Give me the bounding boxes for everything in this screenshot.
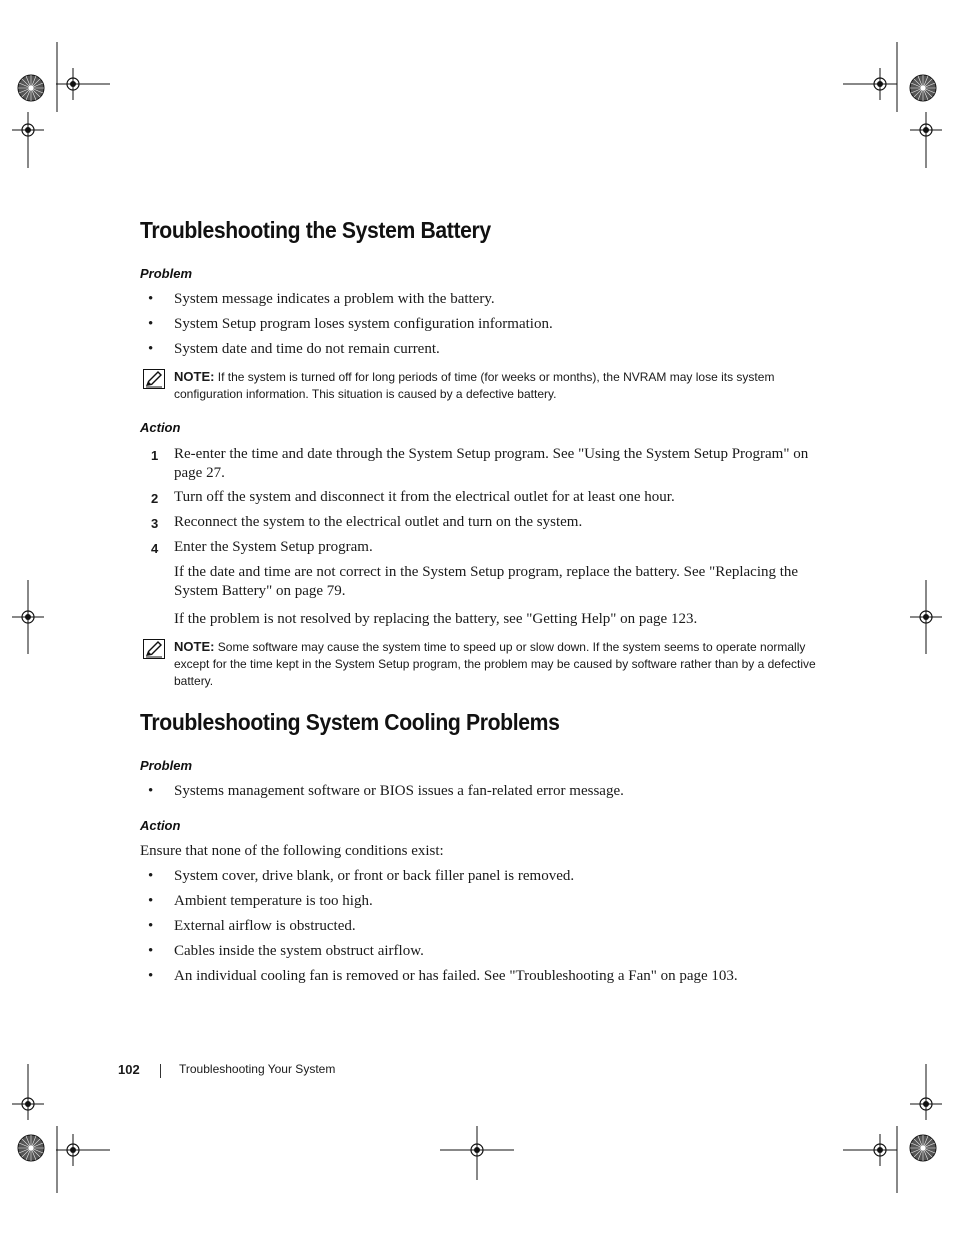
list-item-text: Ambient temperature is too high. bbox=[174, 893, 373, 909]
bullet-icon: • bbox=[148, 291, 154, 307]
list-item-text: Cables inside the system obstruct airflow. bbox=[174, 943, 424, 959]
page-number: 102 bbox=[118, 1062, 140, 1077]
pencil-note-icon bbox=[143, 369, 165, 389]
note-text bbox=[174, 638, 824, 690]
list-item-text: System message indicates a problem with the battery. bbox=[174, 291, 495, 307]
bullet-icon: • bbox=[148, 918, 154, 934]
step-number: 3 bbox=[151, 516, 159, 531]
list-item-text: System date and time do not remain current. bbox=[174, 341, 440, 357]
note-body: Some software may cause the system time to speed up or slow down. If the system seems to operate normally except for the time kept in the System Setup program, the problem may be caused by software rather than by a defective battery. bbox=[174, 640, 816, 688]
bullet-icon: • bbox=[148, 943, 154, 959]
step-number: 2 bbox=[151, 491, 159, 506]
step-text: Re-enter the time and date through the System Setup program. See "Using the System Setup Program" on page 27. bbox=[174, 446, 809, 481]
list-item-text: System Setup program loses system configuration information. bbox=[174, 316, 553, 332]
note-body: If the system is turned off for long periods of time (for weeks or months), the NVRAM may lose its system configuration information. This situation is caused by a defective battery. bbox=[174, 370, 775, 401]
section-title-battery: Troubleshooting the System Battery bbox=[140, 217, 491, 243]
footer-divider bbox=[160, 1064, 161, 1078]
paragraph-replace-battery: If the date and time are not correct in the System Setup program, replace the battery. See "Replacing the System Battery" on page 79. bbox=[174, 564, 799, 599]
bullet-icon: • bbox=[148, 341, 154, 357]
bullet-icon: • bbox=[148, 316, 154, 332]
step-text: Reconnect the system to the electrical outlet and turn on the system. bbox=[174, 514, 583, 530]
paragraph-getting-help: If the problem is not resolved by replacing the battery, see "Getting Help" on page 123. bbox=[174, 611, 698, 627]
list-item-text: External airflow is obstructed. bbox=[174, 918, 356, 934]
section-title-cooling: Troubleshooting System Cooling Problems bbox=[140, 709, 560, 735]
action-intro: Ensure that none of the following conditions exist: bbox=[140, 843, 444, 859]
note-label: NOTE: bbox=[174, 639, 215, 654]
bullet-icon: • bbox=[148, 893, 154, 909]
chapter-title: Troubleshooting Your System bbox=[179, 1062, 336, 1076]
step-text: Turn off the system and disconnect it from the electrical outlet for at least one hour. bbox=[174, 489, 675, 505]
bullet-icon: • bbox=[148, 783, 154, 799]
step-number: 4 bbox=[151, 541, 159, 556]
step-number: 1 bbox=[151, 448, 159, 463]
list-item-text: Systems management software or BIOS issues a fan-related error message. bbox=[174, 783, 624, 799]
bullet-icon: • bbox=[148, 968, 154, 984]
action-heading: Action bbox=[140, 420, 181, 435]
bullet-icon: • bbox=[148, 868, 154, 884]
note-text bbox=[174, 368, 824, 403]
step-text: Enter the System Setup program. bbox=[174, 539, 373, 555]
list-item-text: System cover, drive blank, or front or back filler panel is removed. bbox=[174, 868, 575, 884]
page-footer bbox=[118, 1062, 336, 1077]
note-label: NOTE: bbox=[174, 369, 215, 384]
action-heading: Action bbox=[140, 818, 181, 833]
pencil-note-icon bbox=[143, 639, 165, 659]
list-item-text: An individual cooling fan is removed or has failed. See "Troubleshooting a Fan" on page 103. bbox=[174, 968, 738, 984]
problem-heading: Problem bbox=[140, 266, 193, 281]
problem-heading: Problem bbox=[140, 758, 193, 773]
